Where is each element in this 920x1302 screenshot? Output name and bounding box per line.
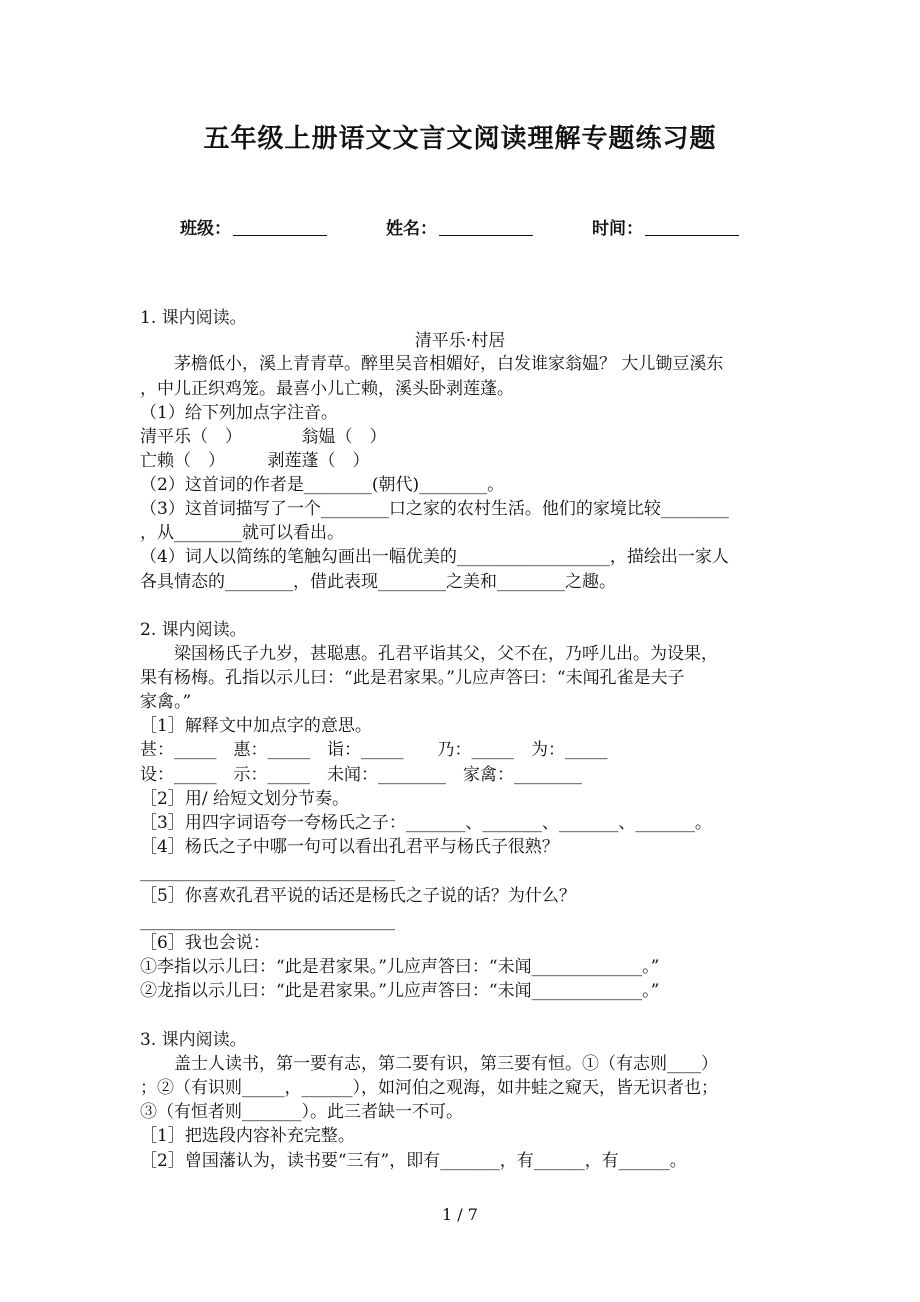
q1-sub3: （3）这首词描写了一个________口之家的农村生活。他们的家境比较________: [140, 499, 729, 519]
time-blank[interactable]: [645, 218, 739, 236]
q2-sub5-answer-blank[interactable]: ______________________________: [140, 911, 395, 931]
q1-poem-line: ，中儿正织鸡笼。最喜小儿亡赖，溪头卧剥莲蓬。: [140, 379, 514, 399]
page-number: 1 / 7: [442, 1205, 478, 1224]
q2-heading: 2. 课内阅读。: [140, 620, 247, 640]
name-field: [386, 214, 533, 239]
q2-sub2: ［2］用/ 给短文划分节奏。: [140, 789, 349, 809]
name-blank[interactable]: [439, 218, 533, 236]
q1-sub1-row: 亡赖（ ） 剥莲蓬（ ）: [140, 451, 370, 471]
class-blank[interactable]: [233, 218, 327, 236]
q2-sub6-row: ②龙指以示儿曰：“此是君家果。”儿应声答曰：“未闻_____________。”: [140, 981, 660, 1001]
q2-sub1-row: 设：_____ 示：_____ 未闻：________ 家禽：________: [140, 765, 582, 785]
q2-sub3: ［3］用四字词语夸一夸杨氏之子：_______、_______、_______、_______。: [140, 813, 712, 833]
q2-sub1-row: 甚：_____ 惠：_____ 诣：_____ 乃：_____ 为：_____: [140, 740, 608, 760]
q1-heading: 1. 课内阅读。: [140, 308, 247, 328]
time-label: 时间：: [592, 219, 643, 239]
q2-text-line: 梁国杨氏子九岁，甚聪惠。孔君平诣其父，父不在，乃呼儿出。为设果，: [140, 644, 718, 664]
q2-sub6-row: ①李指以示儿曰：“此是君家果。”儿应声答曰：“未闻_____________。”: [140, 957, 660, 977]
q1-sub4: （4）词人以简练的笔触勾画出一幅优美的__________________，描绘出一家人: [140, 547, 729, 567]
header-fields: [0, 214, 920, 244]
q1-poem-line: 茅檐低小，溪上青青草。醉里吴音相媚好，白发谁家翁媪？ 大儿锄豆溪东: [140, 354, 724, 374]
q3-sub2: ［2］曾国藩认为，读书要“三有”，即有_______，有______，有______。: [140, 1151, 687, 1171]
q1-sub3: ，从________就可以看出。: [140, 523, 344, 543]
q1-sub2: （2）这首词的作者是________(朝代)________。: [140, 475, 505, 495]
q3-heading: 3. 课内阅读。: [140, 1030, 247, 1050]
q3-text-line: ③（有恒者则_______）。此三者缺一不可。: [140, 1102, 463, 1122]
name-label: 姓名：: [386, 219, 437, 239]
q1-sub4: 各具情态的________，借此表现________之美和________之趣。: [140, 572, 616, 592]
q1-sub1: （1）给下列加点字注音。: [140, 403, 338, 423]
q3-text-line: 盖士人读书，第一要有志，第二要有识，第三要有恒。①（有志则____）: [140, 1054, 718, 1074]
class-field: [180, 214, 327, 239]
time-field: [592, 214, 739, 239]
class-label: 班级：: [180, 219, 231, 239]
q2-sub5: ［5］你喜欢孔君平说的话还是杨氏之子说的话？为什么？: [140, 886, 576, 906]
q3-text-line: ；②（有识则_____，______），如河伯之观海，如井蛙之窥天，皆无识者也；: [140, 1078, 718, 1098]
q2-sub6: ［6］我也会说：: [140, 933, 270, 953]
q2-sub4-answer-blank[interactable]: ______________________________: [140, 862, 395, 882]
page-title: 五年级上册语文文言文阅读理解专题练习题: [203, 124, 717, 154]
q1-poem-title: 清平乐·村居: [414, 331, 506, 351]
q2-text-line: 家禽。”: [140, 692, 192, 712]
q1-sub1-row: 清平乐（ ） 翁媪（ ）: [140, 427, 387, 447]
q2-sub1: ［1］解释文中加点字的意思。: [140, 716, 372, 736]
q3-sub1: ［1］把选段内容补充完整。: [140, 1126, 355, 1146]
q2-text-line: 果有杨梅。孔指以示儿曰：“此是君家果。”儿应声答曰：“未闻孔雀是夫子: [140, 668, 685, 688]
q2-sub4: ［4］杨氏之子中哪一句可以看出孔君平与杨氏子很熟？: [140, 837, 559, 857]
